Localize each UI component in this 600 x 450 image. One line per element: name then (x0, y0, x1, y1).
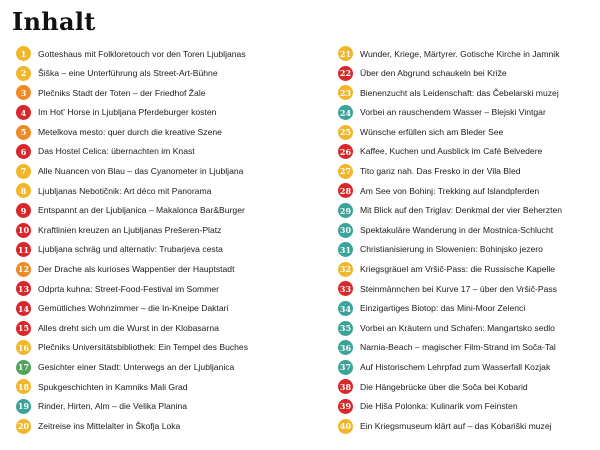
chapter-number-badge: 33 (338, 281, 353, 296)
chapter-number-badge: 2 (16, 66, 31, 81)
chapter-number-badge: 23 (338, 85, 353, 100)
toc-column-left (16, 44, 302, 436)
chapter-title: Gemütliches Wohnzimmer – die In-Kneipe Daktari (38, 303, 229, 314)
chapter-title: Steinmännchen bei Kurve 17 – über den Vršič-Pass (360, 283, 557, 294)
chapter-title: Wünsche erfüllen sich am Bleder See (360, 126, 504, 137)
chapter-title: Šiška – eine Unterführung als Street-Art-Bühne (38, 68, 218, 79)
chapter-number-badge: 26 (338, 144, 353, 159)
chapter-number-badge: 37 (338, 360, 353, 375)
chapter-title: Spukgeschichten in Kamniks Mali Grad (38, 381, 188, 392)
chapter-number-badge: 5 (16, 125, 31, 140)
toc-entry[interactable] (338, 83, 594, 103)
chapter-number-badge: 11 (16, 242, 31, 257)
chapter-title: Bienenzucht als Leidenschaft: das Čebelarski muzej (360, 87, 559, 98)
chapter-title: Alles dreht sich um die Wurst in der Klobasarna (38, 322, 219, 333)
toc-entry[interactable] (16, 260, 302, 280)
toc-entry[interactable] (16, 181, 302, 201)
chapter-number-badge: 21 (338, 46, 353, 61)
toc-entry[interactable] (338, 181, 594, 201)
toc-entry[interactable] (338, 318, 594, 338)
chapter-number-badge: 14 (16, 301, 31, 316)
chapter-title: Der Drache als kurioses Wappentier der Hauptstadt (38, 264, 235, 275)
toc-entry[interactable] (16, 162, 302, 182)
chapter-number-badge: 35 (338, 321, 353, 336)
toc-entry[interactable] (338, 397, 594, 417)
chapter-title: Plečniks Stadt der Toten – der Friedhof Žale (38, 87, 206, 98)
toc-entry[interactable] (16, 397, 302, 417)
toc-entry[interactable] (338, 220, 594, 240)
toc-column-right (338, 44, 594, 436)
chapter-title: Kraftlinien kreuzen an Ljubljanas Prešeren-Platz (38, 224, 222, 235)
chapter-number-badge: 34 (338, 301, 353, 316)
toc-entry[interactable] (16, 358, 302, 378)
toc-entry[interactable] (16, 64, 302, 84)
chapter-number-badge: 25 (338, 125, 353, 140)
chapter-title: Odprta kuhna: Street-Food-Festival im Sommer (38, 283, 220, 294)
chapter-number-badge: 31 (338, 242, 353, 257)
toc-entry[interactable] (338, 142, 594, 162)
toc-entry[interactable] (16, 201, 302, 221)
chapter-title: Im Hot' Horse in Ljubljana Pferdeburger kosten (38, 107, 217, 118)
chapter-number-badge: 7 (16, 164, 31, 179)
chapter-number-badge: 38 (338, 379, 353, 394)
chapter-title: Die Hiša Polonka: Kulinarik vom Feinsten (360, 401, 518, 412)
chapter-number-badge: 18 (16, 379, 31, 394)
chapter-title: Ljubljana schräg und alternativ: Trubarjeva cesta (38, 244, 223, 255)
toc-entry[interactable] (338, 299, 594, 319)
chapter-title: Narnia-Beach – magischer Film-Strand im Soča-Tal (360, 342, 556, 353)
chapter-title: Rinder, Hirten, Alm – die Velika Planina (38, 401, 188, 412)
chapter-number-badge: 39 (338, 399, 353, 414)
toc-entry[interactable] (338, 64, 594, 84)
chapter-title: Zeitreise ins Mittelalter in Škofja Loka (38, 420, 181, 431)
chapter-title: Plečniks Universitätsbibliothek: Ein Tempel des Buches (38, 342, 249, 353)
toc-entry[interactable] (16, 240, 302, 260)
chapter-title: Tito ganz nah. Das Fresko in der Vila Bled (360, 166, 521, 177)
chapter-title: Ljubljanas Nebotičnik: Art déco mit Panorama (38, 185, 212, 196)
chapter-number-badge: 12 (16, 262, 31, 277)
toc-entry[interactable] (16, 299, 302, 319)
chapter-number-badge: 30 (338, 223, 353, 238)
chapter-number-badge: 16 (16, 340, 31, 355)
toc-entry[interactable] (338, 377, 594, 397)
toc-entry[interactable] (338, 260, 594, 280)
chapter-number-badge: 27 (338, 164, 353, 179)
toc-entry[interactable] (338, 416, 594, 436)
chapter-number-badge: 3 (16, 85, 31, 100)
toc-entry[interactable] (338, 338, 594, 358)
chapter-title: Ein Kriegsmuseum klärt auf – das Kobariški muzej (360, 420, 552, 431)
toc-entry[interactable] (16, 103, 302, 123)
chapter-number-badge: 28 (338, 183, 353, 198)
chapter-number-badge: 22 (338, 66, 353, 81)
chapter-number-badge: 1 (16, 46, 31, 61)
toc-entry[interactable] (338, 122, 594, 142)
chapter-number-badge: 10 (16, 223, 31, 238)
chapter-title: Das Hostel Celica: übernachten im Knast (38, 146, 195, 157)
chapter-title: Kaffee, Kuchen und Ausblick im Café Belvedere (360, 146, 543, 157)
chapter-number-badge: 17 (16, 360, 31, 375)
chapter-number-badge: 29 (338, 203, 353, 218)
toc-entry[interactable] (338, 44, 594, 64)
toc-entry[interactable] (16, 83, 302, 103)
toc-entry[interactable] (338, 279, 594, 299)
chapter-title: Die Hängebrücke über die Soča bei Kobarid (360, 381, 528, 392)
chapter-number-badge: 6 (16, 144, 31, 159)
toc-entry[interactable] (16, 279, 302, 299)
chapter-title: Christianisierung in Slowenien: Bohinjsko jezero (360, 244, 543, 255)
chapter-title: Wunder, Kriege, Märtyrer. Gotische Kirche in Jamnik (360, 48, 560, 59)
chapter-title: Spektakuläre Wanderung in der Mostnica-Schlucht (360, 224, 554, 235)
chapter-number-badge: 9 (16, 203, 31, 218)
chapter-number-badge: 15 (16, 321, 31, 336)
toc-entry[interactable] (16, 416, 302, 436)
chapter-number-badge: 8 (16, 183, 31, 198)
chapter-number-badge: 32 (338, 262, 353, 277)
page-title: Inhalt (12, 7, 96, 36)
toc-entry[interactable] (16, 122, 302, 142)
chapter-title: Am See von Bohinj: Trekking auf Islandpferden (360, 185, 540, 196)
toc-entry[interactable] (338, 201, 594, 221)
chapter-number-badge: 19 (16, 399, 31, 414)
toc-entry[interactable] (16, 338, 302, 358)
chapter-title: Metelkova mesto: quer durch die kreative Szene (38, 126, 222, 137)
chapter-number-badge: 40 (338, 419, 353, 434)
toc-entry[interactable] (16, 220, 302, 240)
chapter-number-badge: 24 (338, 105, 353, 120)
chapter-title: Vorbei an Kräutern und Schafen: Mangartsko sedlo (360, 322, 555, 333)
toc-entry[interactable] (338, 240, 594, 260)
toc-entry[interactable] (16, 377, 302, 397)
chapter-number-badge: 4 (16, 105, 31, 120)
chapter-title: Entspannt an der Ljubljanica – Makalonca Bar&Burger (38, 205, 245, 216)
toc-entry[interactable] (16, 44, 302, 64)
chapter-number-badge: 13 (16, 281, 31, 296)
chapter-title: Einzigartiges Biotop: das Mini-Moor Zelenci (360, 303, 526, 314)
chapter-number-badge: 36 (338, 340, 353, 355)
chapter-title: Vorbei an rauschendem Wasser – Blejski Vintgar (360, 107, 546, 118)
chapter-title: Gotteshaus mit Folkloretouch vor den Toren Ljubljanas (38, 48, 246, 59)
chapter-title: Kriegsgräuel am Vršič-Pass: die Russische Kapelle (360, 264, 556, 275)
toc-entry[interactable] (16, 318, 302, 338)
chapter-title: Über den Abgrund schaukeln bei Križe (360, 68, 507, 79)
chapter-title: Gesichter einer Stadt: Unterwegs an der Ljubljanica (38, 362, 235, 372)
chapter-title: Mit Blick auf den Triglav: Denkmal der vier Beherzten (360, 205, 563, 216)
toc-entry[interactable] (16, 142, 302, 162)
toc-entry[interactable] (338, 162, 594, 182)
chapter-title: Alle Nuancen von Blau – das Cyanometer in Ljubljana (38, 166, 244, 177)
toc-entry[interactable] (338, 358, 594, 378)
chapter-title: Auf Historischem Lehrpfad zum Wasserfall Kozjak (360, 362, 551, 372)
chapter-number-badge: 20 (16, 419, 31, 434)
toc-entry[interactable] (338, 103, 594, 123)
